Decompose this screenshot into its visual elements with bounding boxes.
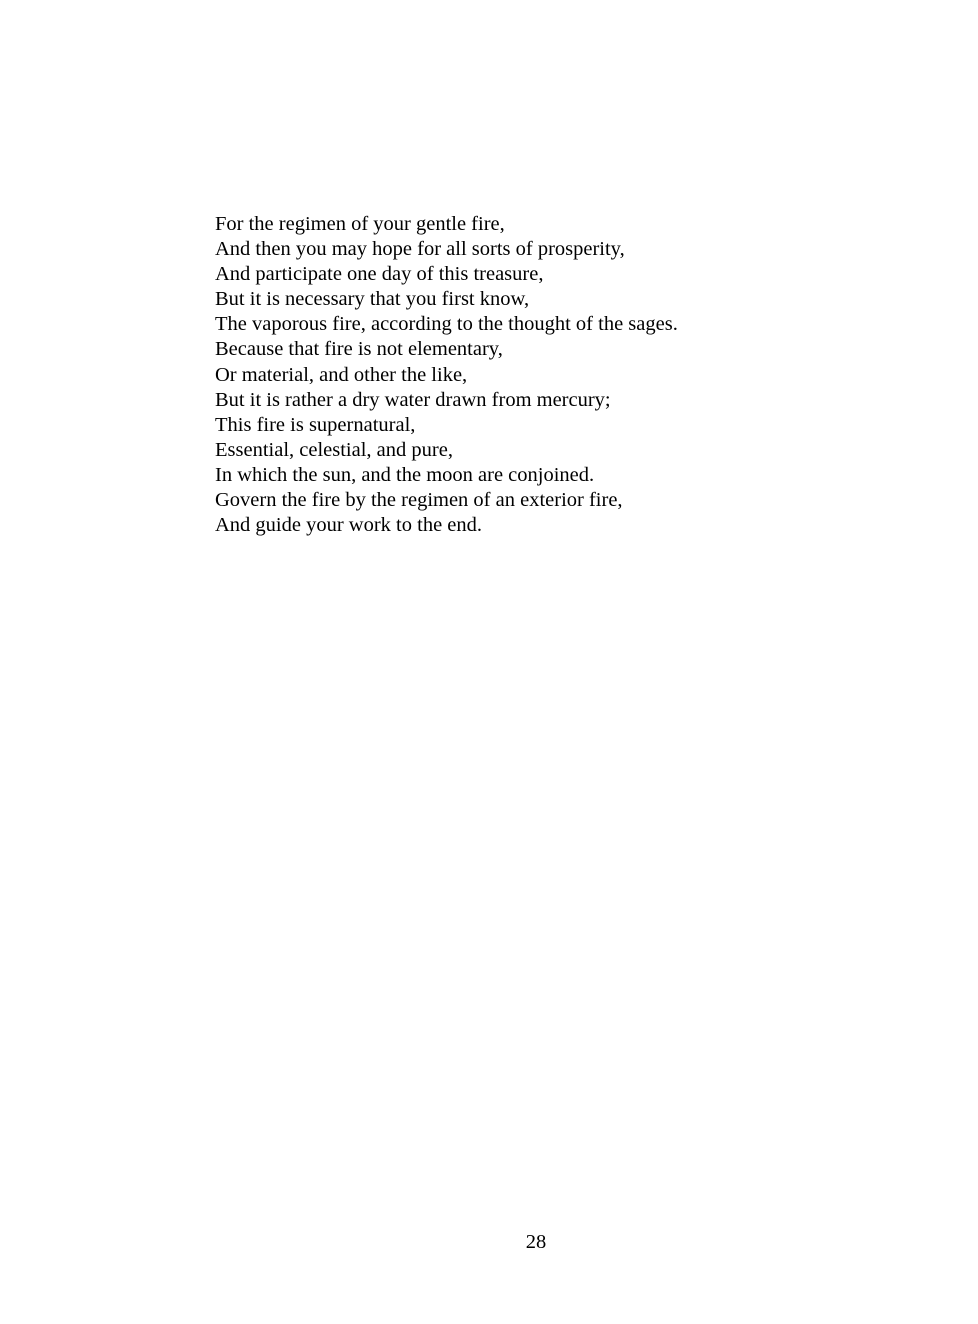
- poem-line: But it is necessary that you first know,: [215, 288, 530, 311]
- poem-line: Because that fire is not elementary,: [215, 338, 503, 361]
- page-number: 28: [525, 1231, 547, 1253]
- poem-text-block: [215, 212, 678, 538]
- poem-line: But it is rather a dry water drawn from mercury;: [215, 388, 611, 411]
- poem-line: For the regimen of your gentle fire,: [215, 213, 505, 235]
- poem-line: Govern the fire by the regimen of an exterior fire,: [215, 489, 623, 512]
- poem-line: And then you may hope for all sorts of prosperity,: [215, 238, 625, 261]
- poem-line: Or material, and other the like,: [215, 363, 468, 386]
- poem-line: And participate one day of this treasure,: [215, 263, 544, 286]
- poem-line: The vaporous fire, according to the thought of the sages.: [215, 313, 678, 336]
- poem-line: And guide your work to the end.: [215, 514, 483, 537]
- poem-line: In which the sun, and the moon are conjoined.: [215, 463, 595, 486]
- poem-line: This fire is supernatural,: [215, 413, 416, 436]
- poem-line: Essential, celestial, and pure,: [215, 438, 453, 461]
